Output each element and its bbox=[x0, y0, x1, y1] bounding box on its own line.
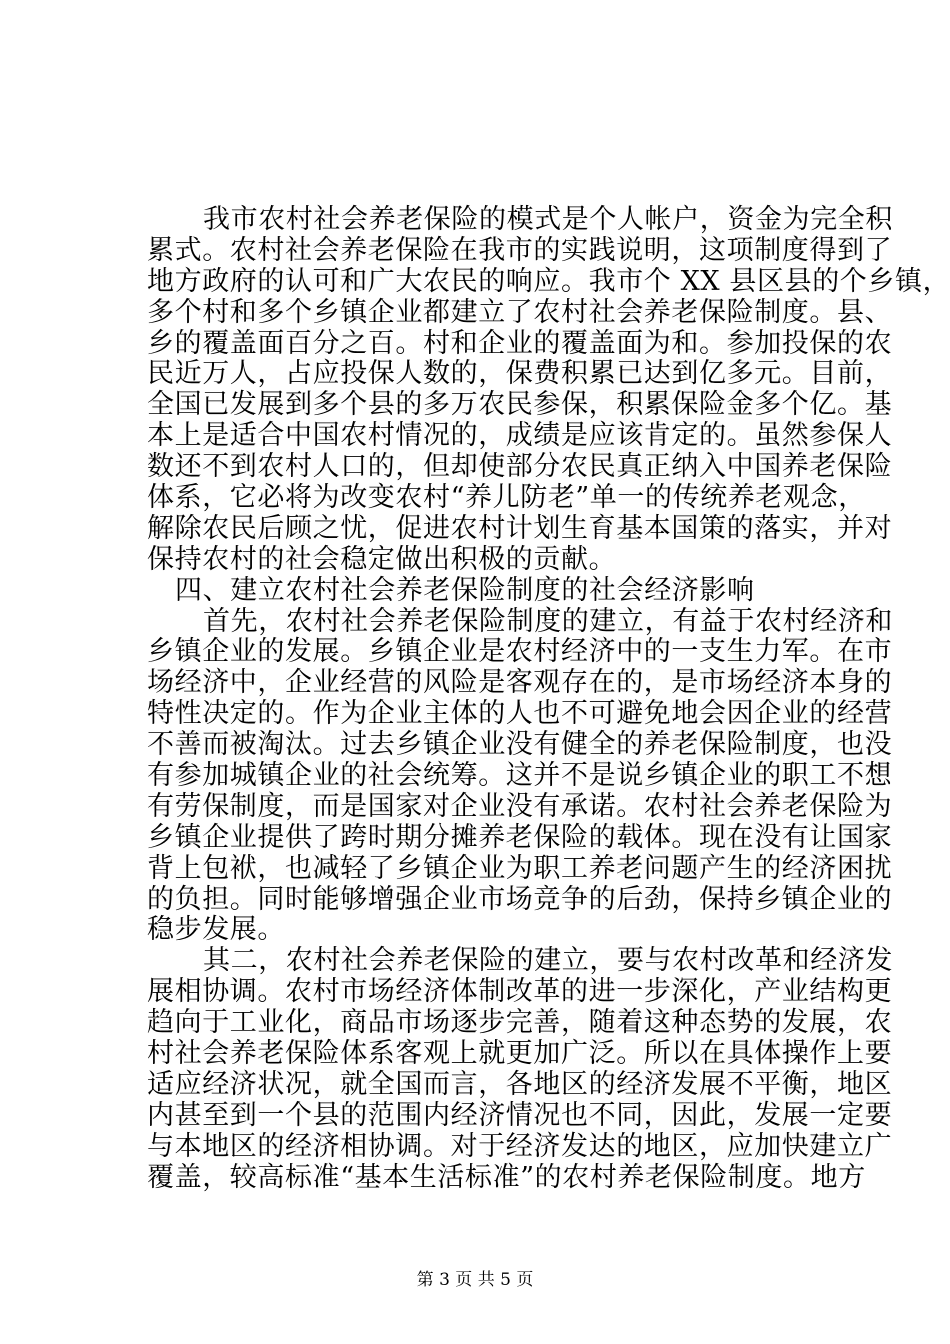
paragraph-pension-model bbox=[147, 204, 950, 576]
section-heading: 四、建立农村社会养老保险制度的社会经济影响 bbox=[175, 574, 755, 606]
text-line: 数还不到农村人口的，但却使部分农民真正纳入中国养老保险 bbox=[147, 451, 893, 483]
text-line: 背上包袱，也减轻了乡镇企业为职工养老问题产生的经济困扰 bbox=[147, 852, 893, 884]
text-line: 保持农村的社会稳定做出积极的贡献。 bbox=[147, 543, 617, 575]
text-line: 有参加城镇企业的社会统筹。这并不是说乡镇企业的职工不想 bbox=[147, 760, 893, 792]
text-line: 场经济中，企业经营的风险是客观存在的，是市场经济本身的 bbox=[147, 667, 893, 699]
text-line: 内甚至到一个县的范围内经济情况也不同，因此，发展一定要 bbox=[147, 1099, 893, 1131]
text-line: 民近万人，占应投保人数的，保费积累已达到亿多元。目前， bbox=[147, 358, 893, 390]
text-line: 的负担。同时能够增强企业市场竞争的后劲，保持乡镇企业的 bbox=[147, 883, 893, 915]
document-body bbox=[147, 204, 950, 1194]
paragraph-first-impact bbox=[147, 605, 893, 947]
text-line: 累式。农村社会养老保险在我市的实践说明，这项制度得到了 bbox=[147, 234, 893, 266]
text-line: 特性决定的。作为企业主体的人也不可避免地会因企业的经营 bbox=[147, 698, 893, 730]
text-line: 乡的覆盖面百分之百。村和企业的覆盖面为和。参加投保的农 bbox=[147, 327, 893, 359]
text-line: 稳步发展。 bbox=[147, 914, 285, 946]
text-line: 展相协调。农村市场经济体制改革的进一步深化，产业结构更 bbox=[147, 976, 893, 1008]
text-line: 适应经济状况，就全国而言，各地区的经济发展不平衡，地区 bbox=[147, 1068, 893, 1100]
text-line: 本上是适合中国农村情况的，成绩是应该肯定的。虽然参保人 bbox=[147, 420, 893, 452]
page-number: 第 3 页 共 5 页 bbox=[416, 1270, 534, 1290]
text-line: 解除农民后顾之忧，促进农村计划生育基本国策的落实，并对 bbox=[147, 512, 893, 544]
text-line: 多个村和多个乡镇企业都建立了农村社会养老保险制度。县、 bbox=[147, 296, 893, 328]
text-line: 趋向于工业化，商品市场逐步完善，随着这种态势的发展，农 bbox=[147, 1007, 893, 1039]
paragraph-second-impact bbox=[147, 945, 893, 1193]
text-line: 我市农村社会养老保险的模式是个人帐户，资金为完全积 bbox=[203, 204, 893, 235]
text-line: 全国已发展到多个县的多万农民参保，积累保险金多个亿。基 bbox=[147, 389, 893, 421]
text-line: 不善而被淘汰。过去乡镇企业没有健全的养老保险制度，也没 bbox=[147, 729, 893, 761]
text-line: 乡镇企业提供了跨时期分摊养老保险的载体。现在没有让国家 bbox=[147, 821, 893, 853]
text-line: 覆盖，较高标准“基本生活标准”的农村养老保险制度。地方 bbox=[147, 1161, 866, 1193]
text-line: 村社会养老保险体系客观上就更加广泛。所以在具体操作上要 bbox=[147, 1038, 893, 1070]
text-line: 有劳保制度，而是国家对企业没有承诺。农村社会养老保险为 bbox=[147, 790, 893, 822]
text-line: 体系，它必将为改变农村“养儿防老”单一的传统养老观念， bbox=[147, 482, 866, 514]
text-line: 乡镇企业的发展。乡镇企业是农村经济中的一支生力军。在市 bbox=[147, 636, 893, 668]
text-line: 首先，农村社会养老保险制度的建立，有益于农村经济和 bbox=[203, 605, 893, 637]
text-line: 与本地区的经济相协调。对于经济发达的地区，应加快建立广 bbox=[147, 1130, 893, 1162]
text-line: 其二，农村社会养老保险的建立，要与农村改革和经济发 bbox=[203, 945, 893, 977]
text-line: 地方政府的认可和广大农民的响应。我市个 XX 县区县的个乡镇， bbox=[147, 265, 950, 297]
